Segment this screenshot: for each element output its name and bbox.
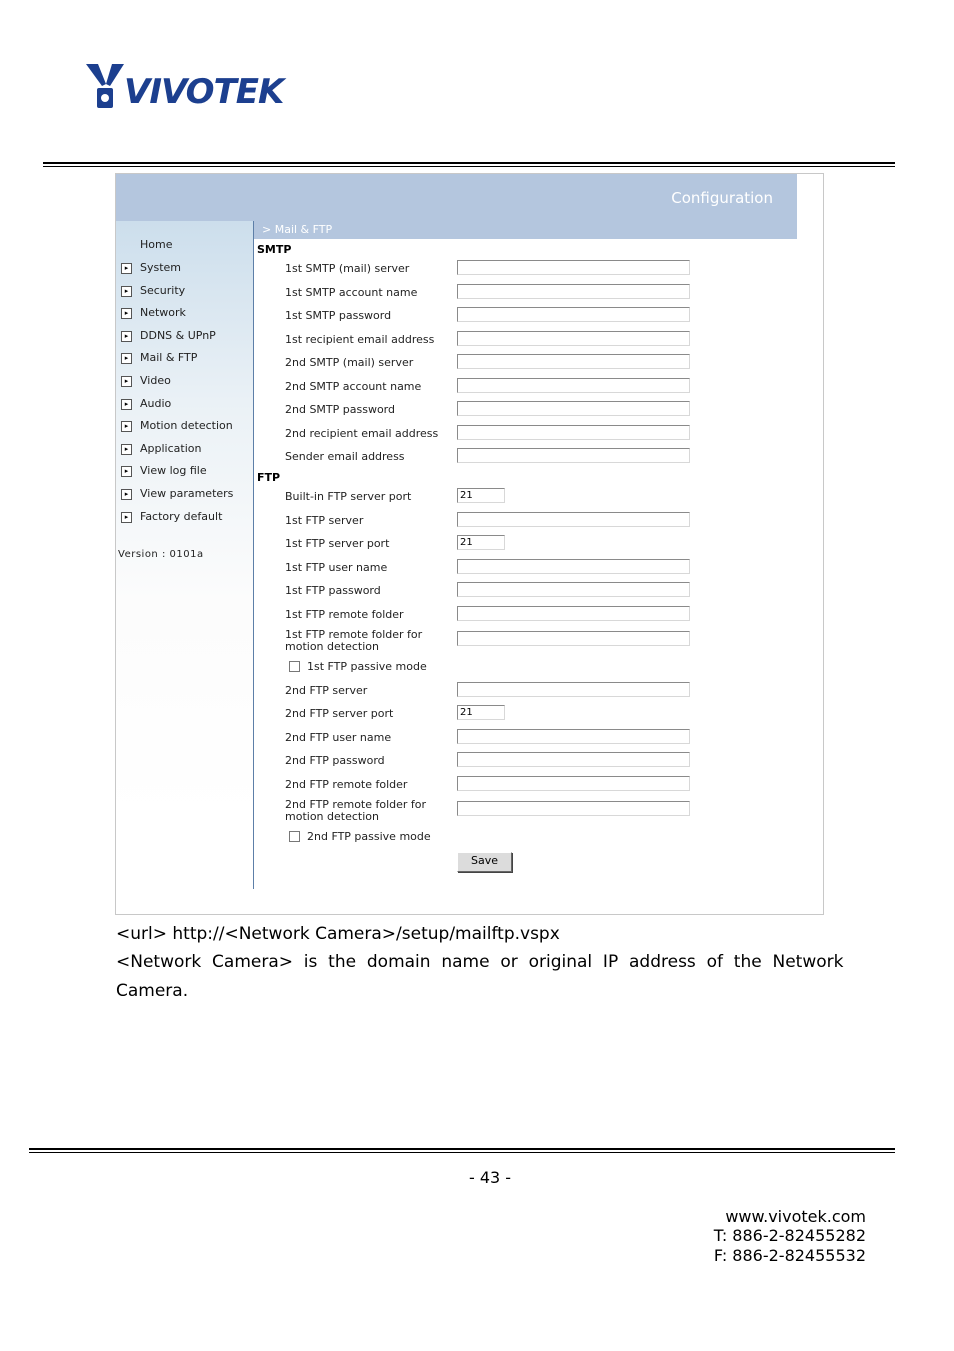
nav-expand-icon[interactable]: ▸ — [121, 286, 132, 297]
nav-expand-icon[interactable]: ▸ — [121, 466, 132, 477]
ftp2-passive-checkbox[interactable] — [289, 831, 300, 842]
ftp1-folder-input[interactable] — [457, 606, 690, 621]
sidebar-item[interactable]: Factory default — [140, 509, 223, 523]
ftp2-passive-label: 2nd FTP passive mode — [307, 830, 431, 843]
smtp-field-input[interactable] — [457, 307, 690, 322]
sidebar-divider — [253, 221, 254, 889]
nav-expand-icon[interactable]: ▸ — [121, 489, 132, 500]
logo-text: VIVOTEK — [124, 72, 284, 112]
ftp-heading: FTP — [257, 471, 281, 484]
breadcrumb-text: > Mail & FTP — [262, 223, 333, 236]
version-text: Version : 0101a — [118, 549, 204, 560]
sidebar-item[interactable]: Security — [140, 283, 186, 297]
smtp-field-input[interactable] — [457, 260, 690, 275]
top-rule-thin — [43, 166, 895, 167]
ftp2-motion-folder-label — [285, 799, 426, 823]
config-screenshot — [115, 173, 824, 915]
footer-website: www.vivotek.com — [725, 1207, 866, 1226]
smtp-field-label: 1st SMTP account name — [285, 285, 418, 299]
sidebar-item[interactable]: Application — [140, 441, 202, 455]
ftp2-motion-folder-label-line1: 2nd FTP remote folder for — [285, 798, 427, 811]
page-number: - 43 - — [468, 1168, 512, 1187]
description-line-1: <Network Camera> is the domain name or original IP address of the Network — [116, 952, 844, 972]
ftp2-motion-folder-input[interactable] — [457, 801, 690, 816]
ftp1-user-label: 1st FTP user name — [285, 561, 388, 574]
ftp1-password-input[interactable] — [457, 582, 690, 597]
nav-expand-icon[interactable]: ▸ — [121, 353, 132, 364]
builtin-ftp-port-input[interactable]: 21 — [457, 488, 505, 503]
ftp2-folder-input[interactable] — [457, 776, 690, 791]
smtp-field-input[interactable] — [457, 284, 690, 299]
nav-expand-icon[interactable]: ▸ — [121, 308, 132, 319]
sidebar-item[interactable]: DDNS & UPnP — [140, 328, 216, 342]
bottom-rule-thin — [29, 1152, 895, 1153]
top-rule — [43, 162, 895, 164]
sidebar-item[interactable]: View parameters — [140, 487, 234, 500]
smtp-field-label: 1st recipient email address — [285, 332, 435, 346]
save-button[interactable]: Save — [457, 852, 512, 872]
ftp2-server-label: 2nd FTP server — [285, 684, 368, 697]
sidebar-item[interactable]: Audio — [140, 396, 172, 410]
ftp1-server-label: 1st FTP server — [285, 514, 364, 527]
smtp-heading: SMTP — [257, 243, 292, 256]
ftp2-password-input[interactable] — [457, 752, 690, 767]
sidebar-item[interactable]: Motion detection — [140, 419, 233, 433]
builtin-ftp-port-label: Built-in FTP server port — [285, 490, 412, 503]
ftp1-passive-checkbox[interactable] — [289, 661, 300, 672]
smtp-field-label: Sender email address — [285, 450, 405, 463]
sidebar-item[interactable]: Network — [140, 306, 186, 320]
ftp1-port-label: 1st FTP server port — [285, 537, 390, 550]
nav-expand-icon[interactable]: ▸ — [121, 263, 132, 274]
nav-expand-icon[interactable]: ▸ — [121, 421, 132, 432]
sidebar — [116, 221, 253, 914]
smtp-field-input[interactable] — [457, 354, 690, 369]
smtp-field-input[interactable] — [457, 401, 690, 416]
breadcrumb — [254, 221, 797, 239]
ftp1-motion-folder-label-line2: motion detection — [285, 640, 379, 653]
ftp2-user-label: 2nd FTP user name — [285, 731, 392, 744]
nav-expand-icon[interactable]: ▸ — [121, 331, 132, 342]
sidebar-item[interactable]: Video — [140, 374, 171, 387]
smtp-field-label: 2nd SMTP (mail) server — [285, 356, 414, 369]
config-title: Configuration — [671, 189, 773, 207]
bottom-rule — [29, 1148, 895, 1150]
smtp-field-label: 2nd recipient email address — [285, 426, 439, 440]
description-line-2: Camera. — [116, 981, 189, 1001]
ftp2-port-label: 2nd FTP server port — [285, 707, 394, 720]
ftp2-motion-folder-label-line2: motion detection — [285, 810, 379, 823]
smtp-field-label: 1st SMTP password — [285, 309, 392, 322]
ftp2-user-input[interactable] — [457, 729, 690, 744]
logo-camera-icon — [86, 62, 126, 112]
smtp-field-label: 2nd SMTP account name — [285, 379, 422, 393]
nav-expand-icon[interactable]: ▸ — [121, 399, 132, 410]
url-line: <url> http://<Network Camera>/setup/mailftp.vspx — [116, 924, 560, 944]
smtp-field-input[interactable] — [457, 425, 690, 440]
nav-expand-icon[interactable]: ▸ — [121, 376, 132, 387]
ftp2-server-input[interactable] — [457, 682, 690, 697]
ftp1-folder-label: 1st FTP remote folder — [285, 608, 404, 621]
footer-phone: T: 886-2-82455282 — [713, 1226, 866, 1245]
footer-fax: F: 886-2-82455532 — [713, 1246, 866, 1265]
nav-home[interactable]: Home — [140, 238, 173, 251]
sidebar-item[interactable]: Mail & FTP — [140, 351, 198, 365]
smtp-field-input[interactable] — [457, 331, 690, 346]
smtp-field-input[interactable] — [457, 378, 690, 393]
ftp2-port-input[interactable]: 21 — [457, 705, 505, 720]
ftp1-passive-label: 1st FTP passive mode — [307, 660, 427, 673]
ftp1-user-input[interactable] — [457, 559, 690, 574]
ftp2-password-label: 2nd FTP password — [285, 754, 385, 767]
sidebar-item[interactable]: System — [140, 261, 182, 274]
sidebar-item[interactable]: View log file — [140, 464, 207, 478]
ftp1-port-input[interactable]: 21 — [457, 535, 505, 550]
ftp1-motion-folder-label-line1: 1st FTP remote folder for — [285, 628, 423, 641]
nav-expand-icon[interactable]: ▸ — [121, 444, 132, 455]
header-band — [116, 174, 797, 221]
ftp1-server-input[interactable] — [457, 512, 690, 527]
ftp1-motion-folder-label — [285, 629, 422, 653]
nav-expand-icon[interactable]: ▸ — [121, 512, 132, 523]
ftp1-motion-folder-input[interactable] — [457, 631, 690, 646]
smtp-field-input[interactable] — [457, 448, 690, 463]
smtp-field-label: 2nd SMTP password — [285, 403, 395, 416]
smtp-field-label: 1st SMTP (mail) server — [285, 262, 410, 275]
ftp1-password-label: 1st FTP password — [285, 584, 381, 597]
ftp2-folder-label: 2nd FTP remote folder — [285, 778, 408, 791]
